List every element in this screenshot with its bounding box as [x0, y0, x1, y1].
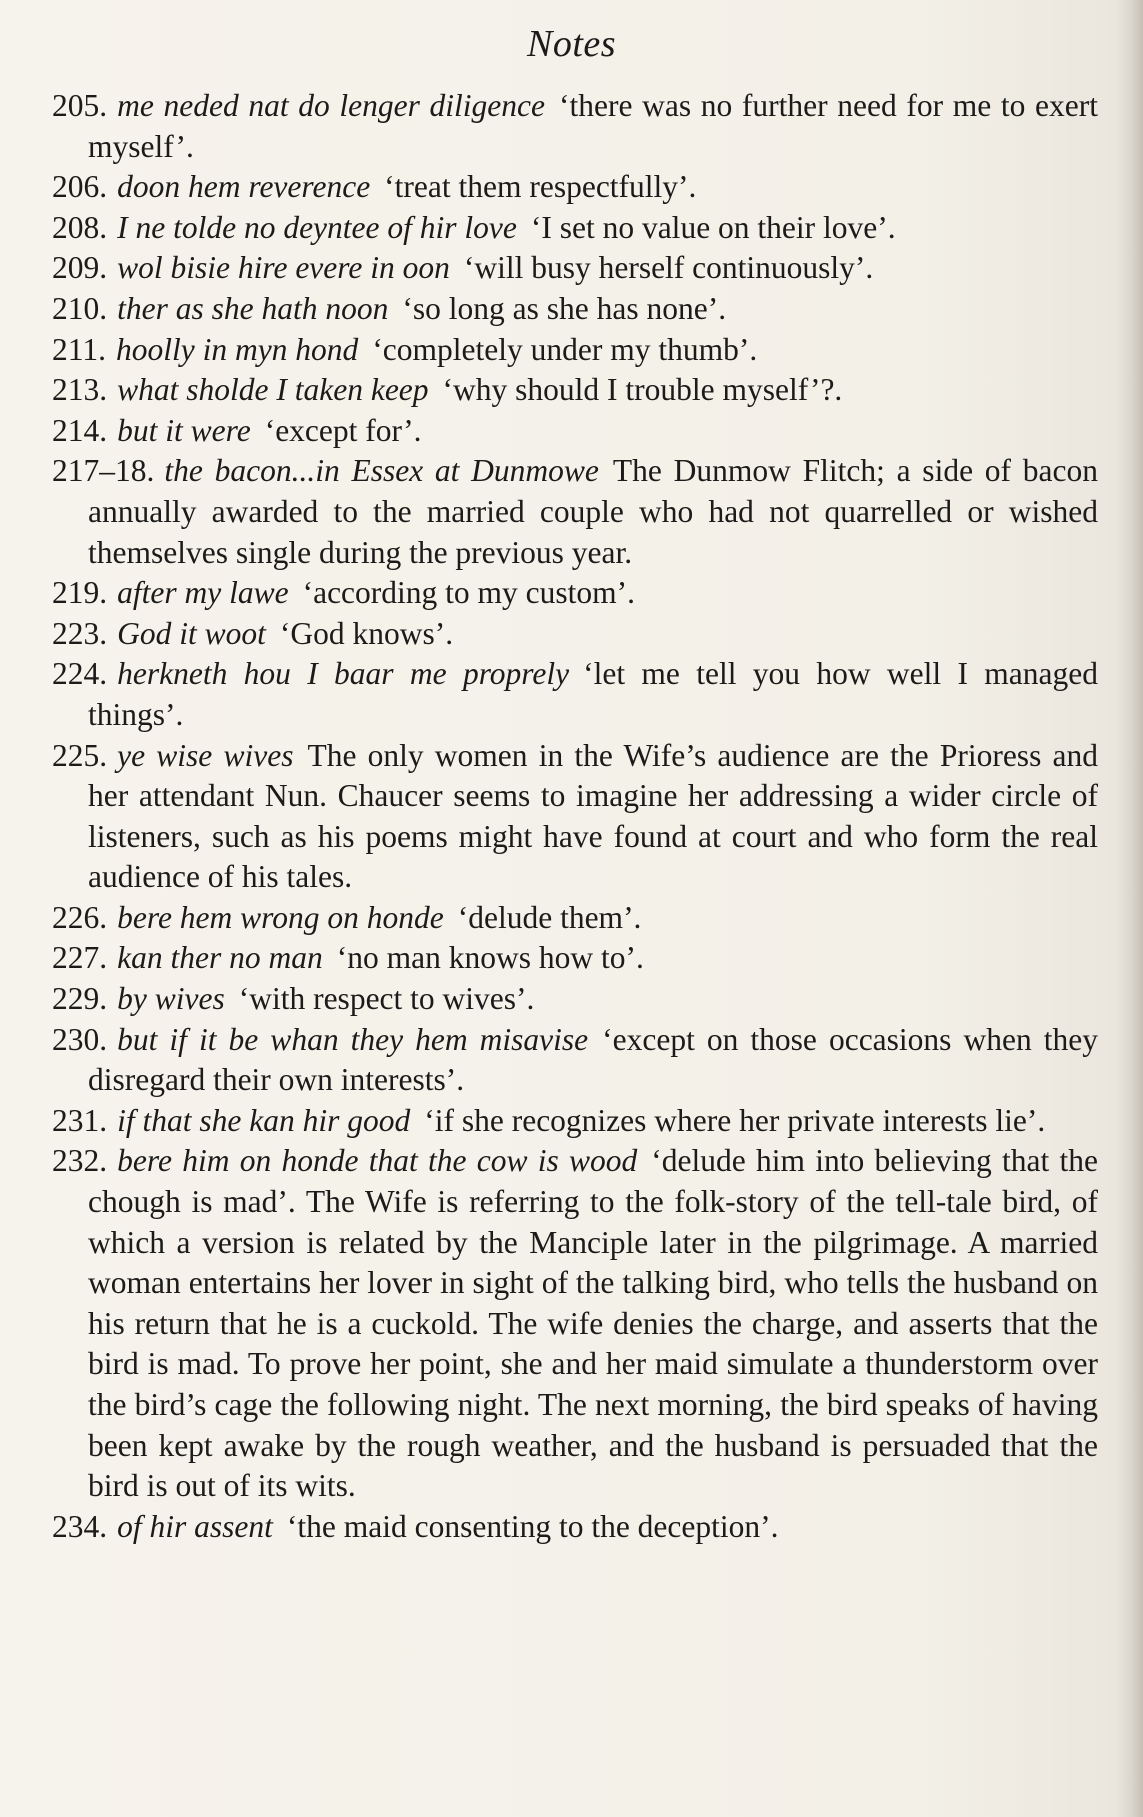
- note-number: 223.: [52, 615, 108, 651]
- note-number: 206.: [52, 169, 108, 205]
- note-number: 231.: [52, 1102, 108, 1138]
- note-number: 224.: [52, 656, 108, 692]
- note-number: 232.: [52, 1143, 108, 1179]
- note-206: [52, 167, 1098, 208]
- note-gloss: ‘why should I trouble myself’?.: [442, 372, 843, 408]
- note-number: 219.: [52, 575, 108, 611]
- note-number: 211.: [52, 331, 106, 367]
- note-gloss: ‘if she recognizes where her private interests lie’.: [424, 1102, 1046, 1138]
- note-gloss: ‘completely under my thumb’.: [372, 331, 758, 367]
- note-223: [52, 614, 1098, 655]
- note-211: [52, 330, 1098, 371]
- note-number: 234.: [52, 1508, 108, 1544]
- note-lemma: if that she kan hir good: [117, 1102, 411, 1138]
- note-219: [52, 573, 1098, 614]
- note-lemma: herkneth hou I baar me proprely: [117, 656, 570, 692]
- note-gloss: ‘according to my custom’.: [302, 575, 636, 611]
- note-210: [52, 289, 1098, 330]
- note-number: 209.: [52, 250, 108, 286]
- note-lemma: bere him on honde that the cow is wood: [117, 1143, 638, 1179]
- note-lemma: by wives: [117, 981, 225, 1017]
- note-lemma: wol bisie hire evere in oon: [117, 250, 450, 286]
- note-gloss: The only women in the Wife’s audience are the Prioress and her attendant Nun. Chaucer seems to imagine her addressing a wider circle of listeners, such as his poems might have found at court and who form the real audience of his tales.: [88, 737, 1098, 895]
- note-gloss: ‘let me tell you how well I managed things’.: [88, 656, 1098, 732]
- note-gloss: ‘except for’.: [264, 412, 422, 448]
- note-231: [52, 1101, 1098, 1142]
- note-232: [52, 1141, 1098, 1506]
- note-lemma: but if it be whan they hem misavise: [117, 1021, 589, 1057]
- note-gloss: ‘with respect to wives’.: [238, 981, 535, 1017]
- note-number: 229.: [52, 981, 108, 1017]
- note-226: [52, 898, 1098, 939]
- note-224: [52, 654, 1098, 735]
- notes-list: [52, 86, 1098, 1547]
- note-225: [52, 736, 1098, 898]
- note-number: 205.: [52, 88, 108, 123]
- note-number: 217–18.: [52, 453, 155, 489]
- note-lemma: what sholde I taken keep: [117, 372, 429, 408]
- note-230: [52, 1020, 1098, 1101]
- note-number: 210.: [52, 290, 108, 326]
- note-number: 227.: [52, 940, 108, 976]
- note-gloss: ‘there was no further need for me to exert myself’.: [88, 88, 1099, 164]
- note-lemma: but it were: [117, 412, 251, 448]
- note-number: 225.: [52, 737, 108, 773]
- note-number: 214.: [52, 412, 108, 448]
- note-234: [52, 1507, 1098, 1548]
- note-gloss: ‘except on those occasions when they disregard their own interests’.: [88, 1021, 1098, 1098]
- note-number: 226.: [52, 899, 108, 935]
- note-lemma: hoolly in myn hond: [115, 331, 359, 367]
- note-213: [52, 370, 1098, 411]
- note-gloss: ‘delude them’.: [457, 899, 642, 935]
- note-lemma: me neded nat do lenger diligence: [117, 88, 546, 123]
- page-title: Notes: [526, 23, 617, 65]
- note-gloss: ‘I set no value on their love’.: [530, 209, 896, 245]
- note-227: [52, 938, 1098, 979]
- note-number: 208.: [52, 209, 108, 245]
- note-lemma: ther as she hath noon: [117, 290, 389, 326]
- note-lemma: the bacon...in Essex at Dunmowe: [164, 453, 599, 489]
- note-209: [52, 248, 1098, 289]
- note-lemma: of hir assent: [117, 1508, 273, 1544]
- note-gloss: ‘no man knows how to’.: [336, 940, 644, 976]
- note-214: [52, 411, 1098, 452]
- note-gloss: ‘so long as she has none’.: [402, 290, 727, 326]
- note-gloss: ‘delude him into believing that the chough is mad’. The Wife is referring to the folk-story of the tell-tale bird, of which a version is related by the Manciple later in the pilgrimage. A married woman entertains her lover in sight of the talking bird, who tells the husband on his return that he is a cuckold. The wife denies the charge, and asserts that the bird is mad. To prove her point, she and her maid simulate a thunderstorm over the bird’s cage the following night. The next morning, the bird speaks of having been kept awake by the rough weather, and the husband is persuaded that the bird is out of its wits.: [88, 1143, 1098, 1504]
- note-gloss: The Dunmow Flitch; a side of bacon annually awarded to the married couple who had not quarrelled or wished themselves single during the previous year.: [88, 453, 1098, 570]
- note-lemma: God it woot: [117, 615, 266, 651]
- note-lemma: kan ther no man: [117, 940, 323, 976]
- page-edge-shadow: [1115, 0, 1143, 1817]
- note-lemma: bere hem wrong on honde: [117, 899, 444, 935]
- note-lemma: ye wise wives: [117, 737, 294, 773]
- note-gloss: ‘treat them respectfully’.: [384, 169, 697, 205]
- note-gloss: ‘the maid consenting to the deception’.: [286, 1508, 779, 1544]
- note-208: [52, 208, 1098, 249]
- note-gloss: ‘God knows’.: [279, 615, 454, 651]
- note-number: 230.: [52, 1021, 108, 1057]
- note-lemma: I ne tolde no deyntee of hir love: [117, 209, 517, 245]
- note-lemma: doon hem reverence: [117, 169, 371, 205]
- note-229: [52, 979, 1098, 1020]
- note-217-18: [52, 451, 1098, 573]
- note-gloss: ‘will busy herself continuously’.: [463, 250, 874, 286]
- note-lemma: after my lawe: [117, 575, 289, 611]
- note-205: [52, 86, 1098, 167]
- note-number: 213.: [52, 372, 108, 408]
